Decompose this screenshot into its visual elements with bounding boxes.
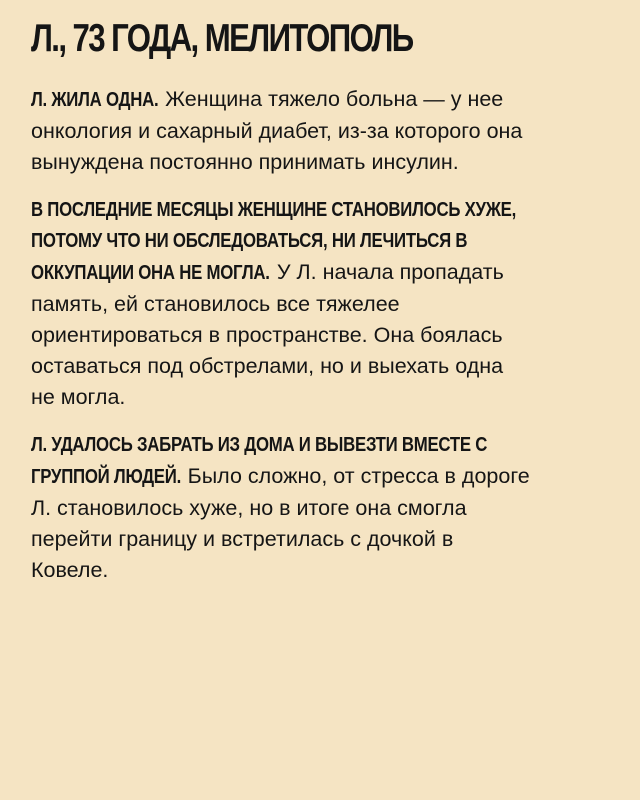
paragraph-3-lead-line-1: Л. УДАЛОСЬ ЗАБРАТЬ ИЗ ДОМА И ВЫВЕЗТИ ВМЕСТЕ С bbox=[31, 434, 488, 456]
paragraph-2-line-3-text: У Л. начала пропадать bbox=[276, 260, 504, 284]
paragraph-2 bbox=[31, 195, 617, 413]
paragraph-2-line-5: ориентироваться в пространстве. Она боялась bbox=[31, 323, 503, 347]
paragraph-1 bbox=[31, 84, 617, 178]
paragraph-2-line-6: оставаться под обстрелами, но и выехать одна bbox=[31, 354, 504, 378]
paragraph-2-line-7: не могла. bbox=[31, 385, 126, 409]
paragraph-3 bbox=[31, 430, 617, 586]
paragraph-3-line-3: Л. становилось хуже, но в итоге она смогла bbox=[31, 496, 467, 520]
paragraph-1-line-1-text: Женщина тяжело больна — у нее bbox=[165, 87, 504, 111]
paragraph-1-lead: Л. ЖИЛА ОДНА. bbox=[31, 89, 159, 111]
paragraph-1-line-3: вынуждена постоянно принимать инсулин. bbox=[31, 150, 459, 174]
paragraph-2-lead-line-3: ОККУПАЦИИ ОНА НЕ МОГЛА. bbox=[31, 262, 270, 284]
paragraph-3-line-5: Ковеле. bbox=[31, 558, 109, 582]
paragraph-2-line-4: память, ей становилось все тяжелее bbox=[31, 292, 400, 316]
paragraph-2-lead-line-1: В ПОСЛЕДНИЕ МЕСЯЦЫ ЖЕНЩИНЕ СТАНОВИЛОСЬ ХУЖЕ, bbox=[31, 199, 517, 221]
paragraph-1-line-1 bbox=[31, 84, 617, 116]
paragraph-2-lead-line-2: ПОТОМУ ЧТО НИ ОБСЛЕДОВАТЬСЯ, НИ ЛЕЧИТЬСЯ В bbox=[31, 230, 468, 252]
paragraph-3-line-4: перейти границу и встретилась с дочкой в bbox=[31, 527, 454, 551]
paragraph-3-line-2-text: Было сложно, от стресса в дороге bbox=[187, 464, 530, 488]
paragraph-2-line-3 bbox=[31, 257, 617, 289]
page-title: Л., 73 ГОДА, МЕЛИТОПОЛЬ bbox=[31, 17, 413, 60]
paragraph-1-line-2: онкология и сахарный диабет, из-за которого она bbox=[31, 119, 523, 143]
paragraph-3-line-2 bbox=[31, 461, 617, 493]
paragraph-3-lead-line-2: ГРУППОЙ ЛЮДЕЙ. bbox=[31, 466, 182, 488]
article bbox=[31, 14, 617, 603]
